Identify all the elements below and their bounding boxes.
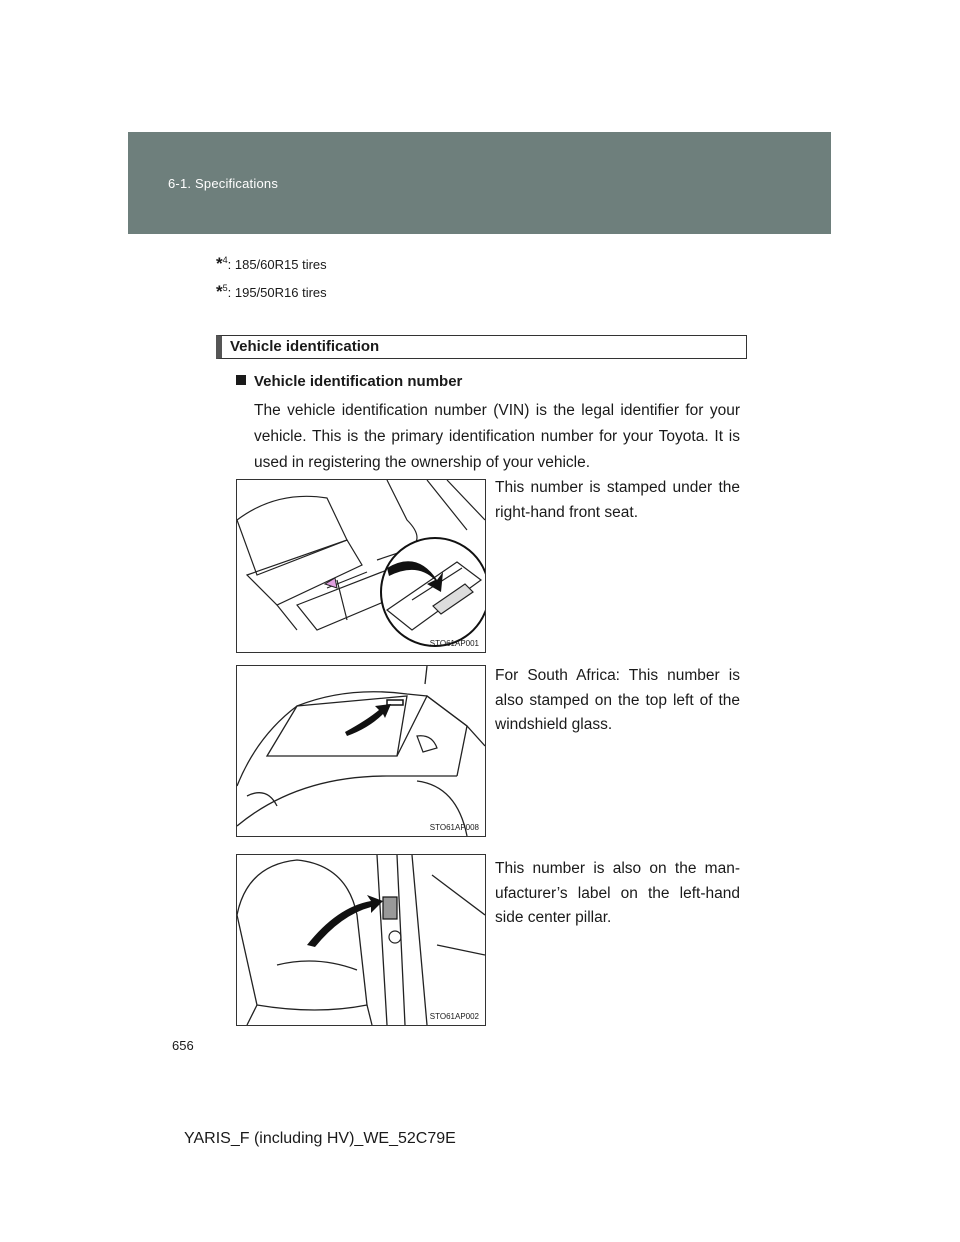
sub-heading-text: Vehicle identification number — [254, 373, 463, 390]
section-label: 6-1. Specifications — [168, 176, 279, 191]
section-heading — [216, 335, 747, 359]
footnote — [216, 282, 327, 302]
footnote-text: : 195/50R16 tires — [227, 285, 327, 300]
windshield-illustration — [237, 666, 485, 836]
figure-code: STO61AP008 — [429, 823, 479, 832]
document-footer: YARIS_F (including HV)_WE_52C79E — [184, 1130, 456, 1147]
sub-heading — [236, 373, 462, 390]
footnote — [216, 254, 327, 274]
pillar-illustration — [237, 855, 485, 1025]
figure-caption: This number is stamped under the right-hand front seat. — [495, 479, 740, 521]
vin-description: The vehicle identification number (VIN) is the legal identifier for your vehicle. This is the primary identification number for your Toyota. It is used in registering the ownership of your vehicle. — [254, 402, 740, 471]
footnote-text: : 185/60R15 tires — [227, 257, 327, 272]
footnote-mark: * — [216, 254, 223, 273]
figure-code: STO61AP002 — [429, 1012, 479, 1021]
footnote-mark: * — [216, 282, 223, 301]
square-bullet-icon — [236, 375, 246, 385]
figure-windshield — [236, 665, 486, 837]
page-number: 656 — [172, 1038, 194, 1053]
section-title: Vehicle identification — [230, 338, 380, 355]
seat-illustration — [237, 480, 485, 652]
figure-caption: This number is also on the man-ufacturer’s label on the left-hand side center pillar. — [495, 860, 740, 926]
footnote-number: 5 — [222, 283, 228, 293]
figure-code: STO61AP001 — [429, 639, 479, 648]
footnote-number: 4 — [222, 255, 228, 265]
figure-caption: For South Africa: This number is also stamped on the top left of the windshield glass. — [495, 667, 740, 733]
figure-under-seat — [236, 479, 486, 653]
figure-center-pillar — [236, 854, 486, 1026]
